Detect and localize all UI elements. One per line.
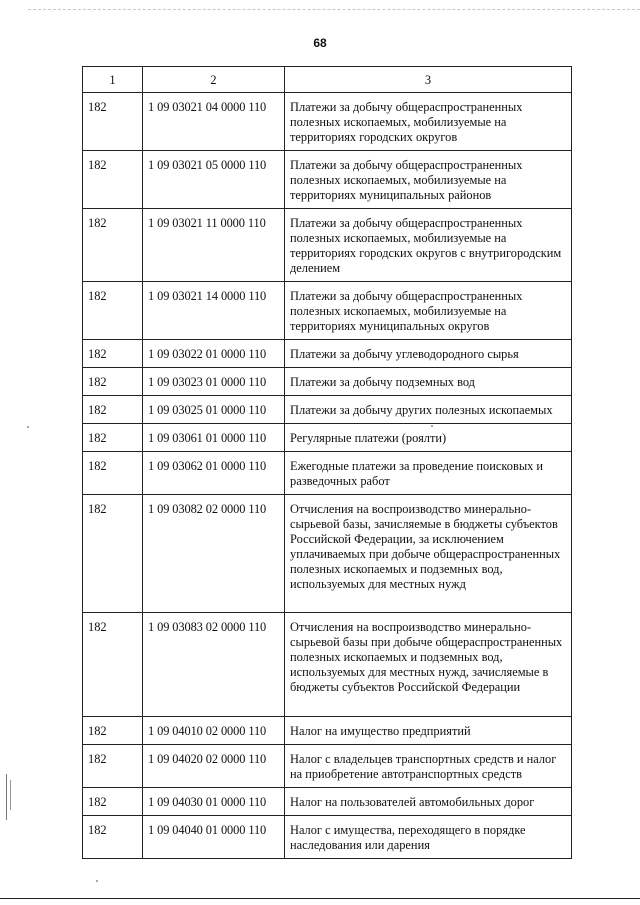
table-row [83,396,572,424]
column-header-2: 2 [143,67,285,93]
scan-margin-mark [6,774,7,820]
revenue-name-cell: Платежи за добычу общераспространенных полезных ископаемых, мобилизуемые на территориях городских округов [285,93,572,151]
budget-code-cell: 1 09 03025 01 0000 110 [143,396,285,424]
budget-code-cell: 1 09 03082 02 0000 110 [143,495,285,613]
revenue-name-cell: Налог с владельцев транспортных средств и налог на приобретение автотранспортных средств [285,745,572,788]
table-row [83,613,572,717]
table-row [83,717,572,745]
budget-code-cell: 1 09 04040 01 0000 110 [143,816,285,859]
admin-code-cell: 182 [83,745,143,788]
revenue-name-cell: Платежи за добычу общераспространенных полезных ископаемых, мобилизуемые на территориях муниципальных округов [285,282,572,340]
scan-top-edge [28,9,640,10]
admin-code-cell: 182 [83,424,143,452]
table-row [83,745,572,788]
budget-code-cell: 1 09 03062 01 0000 110 [143,452,285,495]
table-row [83,282,572,340]
budget-code-cell: 1 09 03021 04 0000 110 [143,93,285,151]
scan-speck [27,426,29,428]
table-row [83,209,572,282]
revenue-name-cell: Налог на имущество предприятий [285,717,572,745]
budget-code-cell: 1 09 03021 11 0000 110 [143,209,285,282]
admin-code-cell: 182 [83,717,143,745]
column-header-3: 3 [285,67,572,93]
scan-bottom-edge [0,898,640,899]
revenue-name-cell: Регулярные платежи (роялти) [285,424,572,452]
revenue-name-cell: Платежи за добычу общераспространенных полезных ископаемых, мобилизуемые на территориях муниципальных районов [285,151,572,209]
budget-code-cell: 1 09 03083 02 0000 110 [143,613,285,717]
table-row [83,368,572,396]
revenue-name-cell: Платежи за добычу других полезных ископаемых [285,396,572,424]
page-number: 68 [313,36,327,50]
table-row [83,495,572,613]
admin-code-cell: 182 [83,495,143,613]
table-row [83,816,572,859]
table-row [83,424,572,452]
budget-code-cell: 1 09 04010 02 0000 110 [143,717,285,745]
revenue-name-cell: Налог на пользователей автомобильных дорог [285,788,572,816]
admin-code-cell: 182 [83,788,143,816]
admin-code-cell: 182 [83,282,143,340]
admin-code-cell: 182 [83,368,143,396]
revenue-name-cell: Платежи за добычу углеводородного сырья [285,340,572,368]
admin-code-cell: 182 [83,93,143,151]
table-row [83,151,572,209]
revenue-name-cell: Отчисления на воспроизводство минерально-сырьевой базы при добыче общераспространенных полезных ископаемых и подземных вод, используемых для местных нужд, зачисляемые в бюджеты субъектов Российской Федерации [285,613,572,717]
admin-code-cell: 182 [83,209,143,282]
admin-code-cell: 182 [83,340,143,368]
admin-code-cell: 182 [83,151,143,209]
admin-code-cell: 182 [83,613,143,717]
budget-code-cell: 1 09 03023 01 0000 110 [143,368,285,396]
revenue-codes-table [82,66,572,859]
revenue-name-cell: Отчисления на воспроизводство минерально-сырьевой базы, зачисляемые в бюджеты субъектов Российской Федерации, за исключением уплачиваемых при добыче общераспространенных полезных ископаемых и подземных вод, используемых для местных нужд [285,495,572,613]
revenue-name-cell: Платежи за добычу общераспространенных полезных ископаемых, мобилизуемые на территориях городских округов с внутригородским делением [285,209,572,282]
column-header-1: 1 [83,67,143,93]
table-row [83,340,572,368]
table-row [83,452,572,495]
revenue-name-cell: Ежегодные платежи за проведение поисковых и разведочных работ [285,452,572,495]
revenue-name-cell: Налог с имущества, переходящего в порядке наследования или дарения [285,816,572,859]
scan-speck [96,880,98,882]
admin-code-cell: 182 [83,396,143,424]
budget-code-cell: 1 09 03061 01 0000 110 [143,424,285,452]
admin-code-cell: 182 [83,816,143,859]
table-row [83,788,572,816]
table-header-row [83,67,572,93]
budget-code-cell: 1 09 03022 01 0000 110 [143,340,285,368]
budget-code-cell: 1 09 03021 14 0000 110 [143,282,285,340]
budget-code-cell: 1 09 04020 02 0000 110 [143,745,285,788]
table-row [83,93,572,151]
scan-margin-mark [10,780,11,810]
budget-code-cell: 1 09 04030 01 0000 110 [143,788,285,816]
admin-code-cell: 182 [83,452,143,495]
revenue-name-cell: Платежи за добычу подземных вод [285,368,572,396]
budget-code-cell: 1 09 03021 05 0000 110 [143,151,285,209]
